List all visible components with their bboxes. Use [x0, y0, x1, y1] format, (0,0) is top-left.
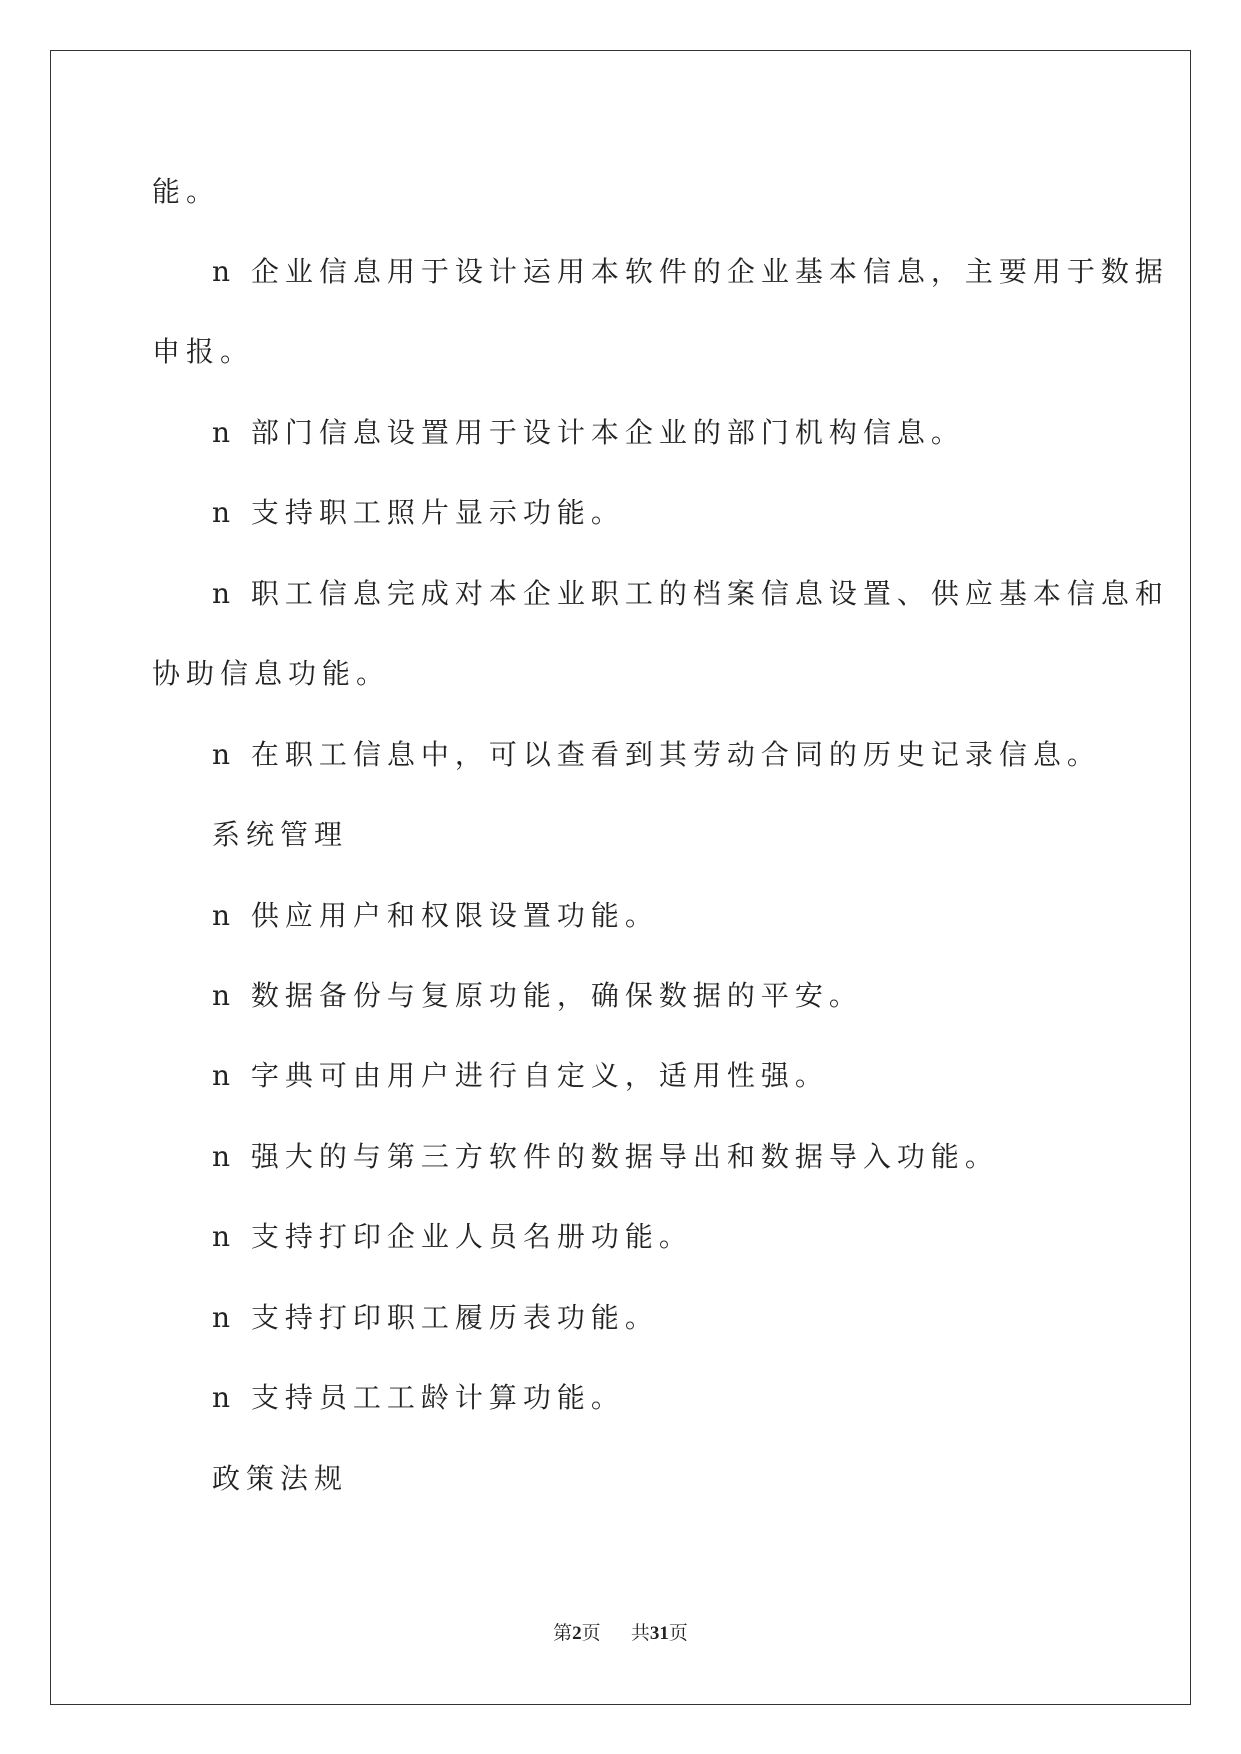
page-prefix: 第	[553, 1622, 573, 1644]
page-current: 2	[572, 1623, 582, 1644]
paragraph-line: n 支持打印职工履历表功能。	[212, 1301, 659, 1334]
paragraph-line: n 强大的与第三方软件的数据导出和数据导入功能。	[212, 1140, 999, 1173]
paragraph-line: n 供应用户和权限设置功能。	[212, 899, 659, 932]
paragraph-line: n 职工信息完成对本企业职工的档案信息设置、供应基本信息和	[212, 577, 1169, 610]
page-suffix: 页	[581, 1622, 601, 1644]
page-footer	[0, 1620, 1241, 1647]
paragraph-line: n 数据备份与复原功能，确保数据的平安。	[212, 979, 863, 1012]
paragraph-line: n 部门信息设置用于设计本企业的部门机构信息。	[212, 416, 965, 449]
page-border	[50, 50, 1191, 1705]
paragraph-line: 能。	[152, 175, 221, 208]
page-total: 31	[649, 1623, 669, 1644]
paragraph-line: n 字典可由用户进行自定义，适用性强。	[212, 1059, 829, 1092]
paragraph-line: n 支持职工照片显示功能。	[212, 496, 625, 529]
paragraph-line: n 在职工信息中，可以查看到其劳动合同的历史记录信息。	[212, 738, 1101, 771]
section-heading: 政策法规	[212, 1462, 349, 1495]
paragraph-line: 申报。	[152, 335, 255, 368]
total-prefix: 共	[630, 1622, 650, 1644]
total-suffix: 页	[668, 1622, 688, 1644]
section-heading: 系统管理	[212, 818, 349, 851]
paragraph-line: n 企业信息用于设计运用本软件的企业基本信息，主要用于数据	[212, 255, 1169, 288]
paragraph-line: 协助信息功能。	[152, 657, 391, 690]
paragraph-line: n 支持打印企业人员名册功能。	[212, 1220, 693, 1253]
paragraph-line: n 支持员工工龄计算功能。	[212, 1381, 625, 1414]
